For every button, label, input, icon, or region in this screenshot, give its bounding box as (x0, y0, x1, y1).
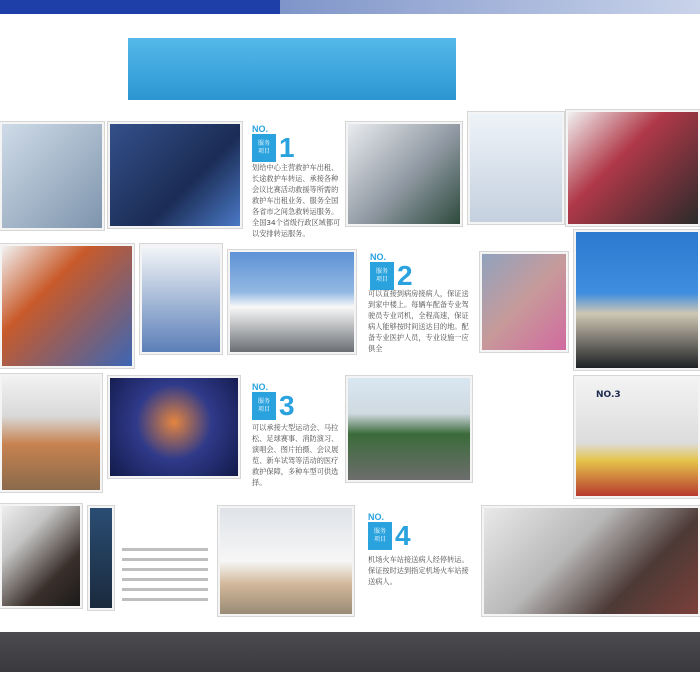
section-2-badge-line1: 服务 (375, 268, 388, 275)
section-1-badge (252, 134, 276, 162)
equipment-outdoor-photo (574, 230, 700, 370)
left-bottom-caption-lines (122, 548, 208, 604)
medical-staff-photo (108, 122, 242, 228)
section-4-badge (368, 522, 392, 550)
section-2-badge-line2: 项目 (375, 276, 388, 283)
night-event-photo (108, 376, 240, 478)
ambulance-interior-photo (0, 122, 104, 230)
mid-right-caption-block (480, 402, 572, 472)
section-2-heading (370, 252, 413, 290)
vehicle-interior-dark-photo (0, 504, 82, 608)
cabinet-photo (140, 244, 222, 354)
section-2-no-label: NO. (370, 252, 387, 262)
vehicle-rear-photo (566, 110, 700, 226)
top-bar-left (0, 0, 280, 14)
ambulance-exterior-photo (228, 250, 356, 354)
top-bar-right (280, 0, 700, 14)
oxygen-equipment-photo (468, 112, 564, 224)
section-1-badge-line1: 服务 (257, 140, 270, 147)
section-3-no-label: NO. (252, 382, 269, 392)
outdoor-gear-photo (0, 374, 102, 492)
right-mid-label: NO.3 (596, 390, 621, 400)
section-1-digit: 1 (279, 132, 295, 163)
ambulance-cabin-photo (218, 506, 354, 616)
section-2-digit: 2 (397, 260, 413, 291)
section-4-heading (368, 512, 411, 550)
footer-bar (0, 632, 700, 672)
nurse-care-photo (346, 122, 462, 226)
section-3-badge-line1: 服务 (257, 398, 270, 405)
equipment-collage-photo (482, 506, 700, 616)
section-1-text: 划给中心主营救护车出租、长途救护车转运、承接各种会议比赛活动救援等所需的救护车出租业务、服务全国各省市之间急救转运服务。全国34个省级行政区域都可以安排转运服务。 (252, 163, 341, 238)
road-ambulance-photo (346, 376, 472, 482)
section-1-no-label: NO. (252, 124, 269, 134)
section-3-badge (252, 392, 276, 420)
left-bottom-icon-block (122, 510, 208, 550)
section-3-text: 可以承接大型运动会、马拉松、足球赛事、消防演习、演唱会、图片拍摄、会议展览、新车试驾等活动的医疗救护保障，多种车型可供选择。 (252, 423, 339, 487)
section-4-badge-line1: 服务 (373, 528, 386, 535)
header-banner (128, 38, 456, 100)
section-2-badge (370, 262, 394, 290)
stretcher-photo (0, 244, 134, 368)
section-2-text: 可以直接到病房接病人，保证送到家中楼上。每辆车配备专业驾驶员专业司机，全程高速，保证病人能够按时间送达目的地。配备专业医护人员，专业设施一应俱全 (368, 289, 469, 353)
rescue-team-photo (574, 376, 700, 498)
section-4-badge-line2: 项目 (373, 536, 386, 543)
narrow-photo (88, 506, 114, 610)
crowd-event-photo (480, 252, 568, 352)
section-4-no-label: NO. (368, 512, 385, 522)
section-3-badge-line2: 项目 (257, 406, 270, 413)
section-4-digit: 4 (395, 520, 411, 551)
section-3-digit: 3 (279, 390, 295, 421)
section-3-heading (252, 382, 295, 420)
section-1-badge-line2: 项目 (257, 148, 270, 155)
section-1-heading (252, 124, 295, 162)
section-4-text: 机场火车站接送病人经停转运。保证按时达到指定机场火车站接送病人。 (368, 555, 469, 586)
